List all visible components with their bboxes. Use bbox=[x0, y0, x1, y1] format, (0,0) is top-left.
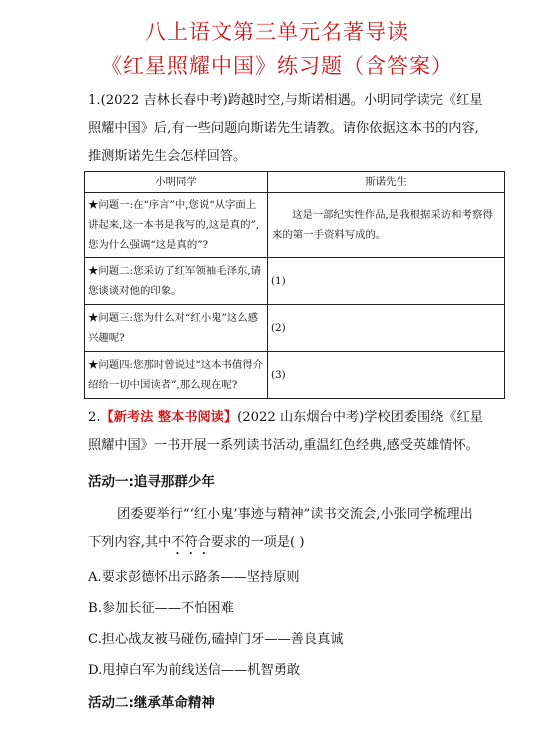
option-b: B.参加长征——不怕困难 bbox=[88, 601, 234, 616]
table-header-student: 小明同学 bbox=[85, 172, 268, 193]
table-cell-answer: (1) bbox=[268, 258, 505, 305]
activity-2-heading: 活动二:继承革命精神 bbox=[88, 695, 215, 711]
table-cell-answer bbox=[268, 193, 505, 258]
question-table bbox=[84, 171, 505, 399]
activity-1-text-2: 下列内容,其中不符合要求的一项是( ) bbox=[88, 535, 305, 550]
answer-text: 这是一部纪实性作品,是我根据采访和考察得来的第一手资料写成的。 bbox=[272, 209, 493, 241]
table-cell-answer: (2) bbox=[268, 305, 505, 352]
table-cell-answer: (3) bbox=[268, 352, 505, 399]
option-d: D.甩掉白军为前线送信——机智勇敢 bbox=[88, 663, 301, 678]
table-cell-question: ★问题二:您采访了红军领袖毛泽东,请您谈谈对他的印象。 bbox=[85, 258, 268, 305]
q1-line-3: 推测斯诺先生会怎样回答。 bbox=[88, 149, 247, 164]
table-header-snow: 斯诺先生 bbox=[268, 172, 505, 193]
table-cell-question: ★问题一:在“序言”中,您说“从字面上讲起来,这一本书是我写的,这是真的”,您为什么强调“这是真的”? bbox=[85, 193, 268, 258]
table-cell-question: ★问题四:您那时曾说过“这本书值得介绍给一切中国读者”,那么现在呢? bbox=[85, 352, 268, 399]
q2-line-2: 照耀中国》一书开展一系列读书活动,重温红色经典,感受英雄情怀。 bbox=[88, 438, 479, 453]
title-line-1: 八上语文第三单元名著导读 bbox=[145, 20, 409, 44]
table-row bbox=[85, 193, 505, 258]
table-row bbox=[85, 352, 505, 399]
q2-tag: 【新考法 整本书阅读】 bbox=[100, 410, 238, 425]
title-line-2: 《红星照耀中国》练习题（含答案） bbox=[101, 54, 453, 78]
q1-line-2: 照耀中国》后,有一些问题向斯诺先生请教。请你依据这本书的内容, bbox=[88, 121, 479, 136]
option-c: C.担心战友被马碰伤,磕掉门牙——善良真诚 bbox=[88, 632, 344, 647]
q2-line-1: 2.【新考法 整本书阅读】(2022 山东烟台中考)学校团委围绕《红星 bbox=[88, 410, 483, 425]
table-row bbox=[85, 305, 505, 352]
table-row bbox=[85, 258, 505, 305]
q1-line-1: 1.(2022 吉林长春中考)跨越时空,与斯诺相遇。小明同学读完《红星 bbox=[88, 93, 483, 108]
option-a: A.要求彭德怀出示路条——坚持原则 bbox=[88, 570, 300, 585]
emphasis-text: 不符合 bbox=[171, 535, 211, 550]
activity-1-heading: 活动一:追寻那群少年 bbox=[88, 474, 215, 490]
activity-1-text-1: 团委要举行“‘红小鬼’事迹与精神”读书交流会,小张同学梳理出 bbox=[117, 507, 473, 522]
table-cell-question: ★问题三:您为什么对“红小鬼”这么感兴趣呢? bbox=[85, 305, 268, 352]
